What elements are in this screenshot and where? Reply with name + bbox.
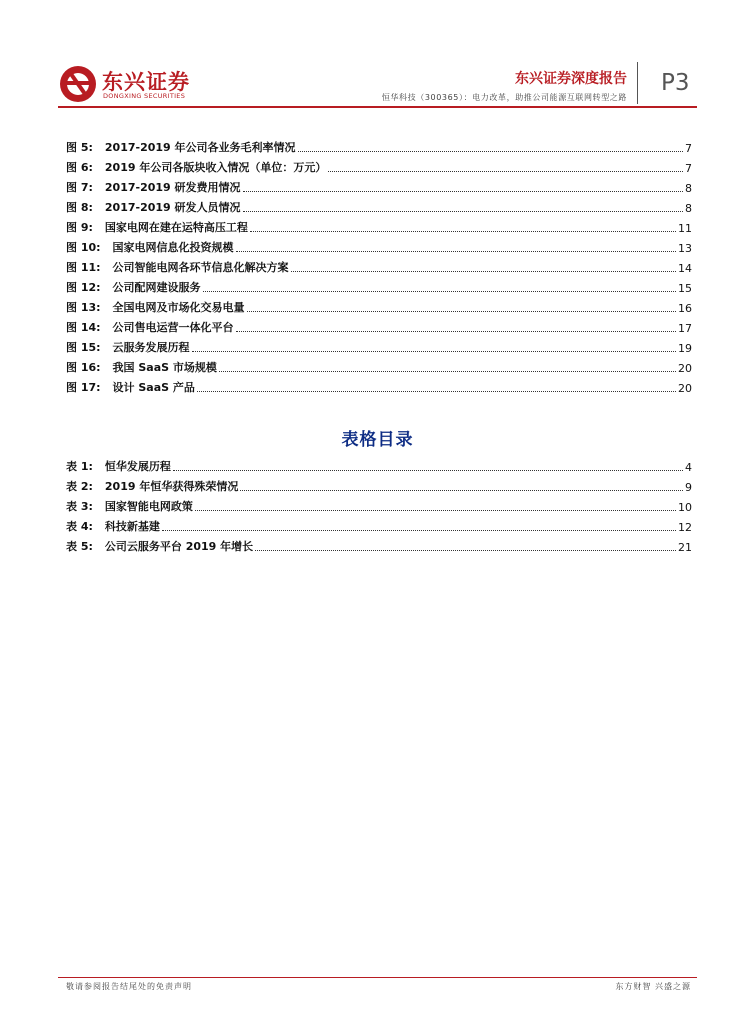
toc-leader	[192, 351, 676, 352]
toc-leader	[195, 510, 676, 511]
toc-title: 国家智能电网政策	[104, 500, 193, 513]
toc-page: 7	[685, 162, 692, 175]
toc-leader	[243, 191, 683, 192]
toc-label: 表 2:	[66, 480, 93, 493]
toc-title: 国家电网信息化投资规模	[112, 241, 234, 254]
toc-title: 全国电网及市场化交易电量	[112, 301, 245, 314]
toc-title: 我国 SaaS 市场规模	[112, 361, 217, 374]
toc-title: 设计 SaaS 产品	[112, 381, 195, 394]
toc-title: 2017-2019 年公司各业务毛利率情况	[104, 141, 296, 154]
toc-entry[interactable]	[66, 538, 692, 554]
page-number: P3	[661, 70, 690, 96]
toc-page: 10	[678, 501, 692, 514]
toc-label: 图 10:	[66, 241, 101, 254]
toc-leader	[173, 470, 683, 471]
toc-label: 表 5:	[66, 540, 93, 553]
toc-page: 12	[678, 521, 692, 534]
toc-entry[interactable]	[66, 239, 692, 255]
toc-leader	[240, 490, 683, 491]
toc-entry[interactable]	[66, 319, 692, 335]
toc-page: 14	[678, 262, 692, 275]
company-logo	[58, 64, 218, 104]
toc-leader	[298, 151, 683, 152]
toc-title: 恒华发展历程	[104, 460, 171, 473]
toc-leader	[255, 550, 676, 551]
toc-label: 表 4:	[66, 520, 93, 533]
toc-leader	[219, 371, 676, 372]
logo-subtext: DONGXING SECURITIES	[103, 92, 186, 100]
toc-title: 国家电网在建在运特高压工程	[104, 221, 248, 234]
toc-label: 图 9:	[66, 221, 93, 234]
toc-label: 表 1:	[66, 460, 93, 473]
footer-disclaimer: 敬请参阅报告结尾处的免责声明	[66, 982, 192, 991]
toc-page: 20	[678, 362, 692, 375]
toc-label: 图 13:	[66, 301, 101, 314]
footer-slogan: 东方财智 兴盛之源	[615, 982, 691, 991]
toc-title: 科技新基建	[104, 520, 160, 533]
toc-label: 图 14:	[66, 321, 101, 334]
toc-title: 2019 年公司各版块收入情况（单位：万元）	[104, 161, 327, 174]
header-divider	[637, 62, 638, 104]
toc-label: 图 6:	[66, 161, 93, 174]
toc-label: 图 7:	[66, 181, 93, 194]
toc-entry[interactable]	[66, 339, 692, 355]
toc-entry[interactable]	[66, 458, 692, 474]
toc-entry[interactable]	[66, 139, 692, 155]
toc-page: 8	[685, 202, 692, 215]
header-rule	[58, 106, 697, 108]
toc-leader	[236, 331, 676, 332]
toc-page: 11	[678, 222, 692, 235]
toc-page: 7	[685, 142, 692, 155]
tables-toc-heading: 表格目录	[341, 430, 414, 450]
toc-entry[interactable]	[66, 219, 692, 235]
report-title: 东兴证券深度报告	[515, 71, 627, 87]
toc-page: 9	[685, 481, 692, 494]
page-header	[0, 0, 755, 110]
toc-entry[interactable]	[66, 518, 692, 534]
toc-leader	[250, 231, 676, 232]
toc-label: 表 3:	[66, 500, 93, 513]
toc-title: 2017-2019 研发人员情况	[104, 201, 241, 214]
toc-title: 公司售电运营一体化平台	[112, 321, 234, 334]
toc-title: 云服务发展历程	[112, 341, 190, 354]
toc-title: 2019 年恒华获得殊荣情况	[104, 480, 239, 493]
toc-page: 19	[678, 342, 692, 355]
toc-label: 图 15:	[66, 341, 101, 354]
toc-entry[interactable]	[66, 379, 692, 395]
report-subtitle: 恒华科技（300365）：电力改革，助推公司能源互联网转型之路	[381, 93, 627, 102]
toc-leader	[236, 251, 676, 252]
toc-title: 公司智能电网各环节信息化解决方案	[112, 261, 289, 274]
toc-leader	[203, 291, 676, 292]
toc-leader	[162, 530, 676, 531]
toc-leader	[328, 171, 683, 172]
toc-entry[interactable]	[66, 199, 692, 215]
toc-entry[interactable]	[66, 478, 692, 494]
toc-label: 图 8:	[66, 201, 93, 214]
logo-mark-icon	[58, 64, 98, 104]
toc-page: 20	[678, 382, 692, 395]
toc-page: 15	[678, 282, 692, 295]
toc-title: 2017-2019 研发费用情况	[104, 181, 241, 194]
toc-page: 8	[685, 182, 692, 195]
toc-entry[interactable]	[66, 259, 692, 275]
toc-entry[interactable]	[66, 159, 692, 175]
toc-leader	[197, 391, 676, 392]
toc-entry[interactable]	[66, 179, 692, 195]
toc-entry[interactable]	[66, 359, 692, 375]
toc-page: 4	[685, 461, 692, 474]
toc-label: 图 12:	[66, 281, 101, 294]
toc-page: 17	[678, 322, 692, 335]
toc-label: 图 17:	[66, 381, 101, 394]
toc-label: 图 16:	[66, 361, 101, 374]
toc-entry[interactable]	[66, 279, 692, 295]
footer-rule	[58, 977, 697, 978]
toc-page: 21	[678, 541, 692, 554]
toc-label: 图 11:	[66, 261, 101, 274]
toc-page: 16	[678, 302, 692, 315]
toc-leader	[247, 311, 676, 312]
toc-leader	[291, 271, 676, 272]
toc-title: 公司配网建设服务	[112, 281, 201, 294]
toc-entry[interactable]	[66, 299, 692, 315]
toc-leader	[243, 211, 683, 212]
toc-label: 图 5:	[66, 141, 93, 154]
toc-title: 公司云服务平台 2019 年增长	[104, 540, 254, 553]
toc-page: 13	[678, 242, 692, 255]
logo-text: 东兴证券	[102, 70, 190, 94]
toc-entry[interactable]	[66, 498, 692, 514]
